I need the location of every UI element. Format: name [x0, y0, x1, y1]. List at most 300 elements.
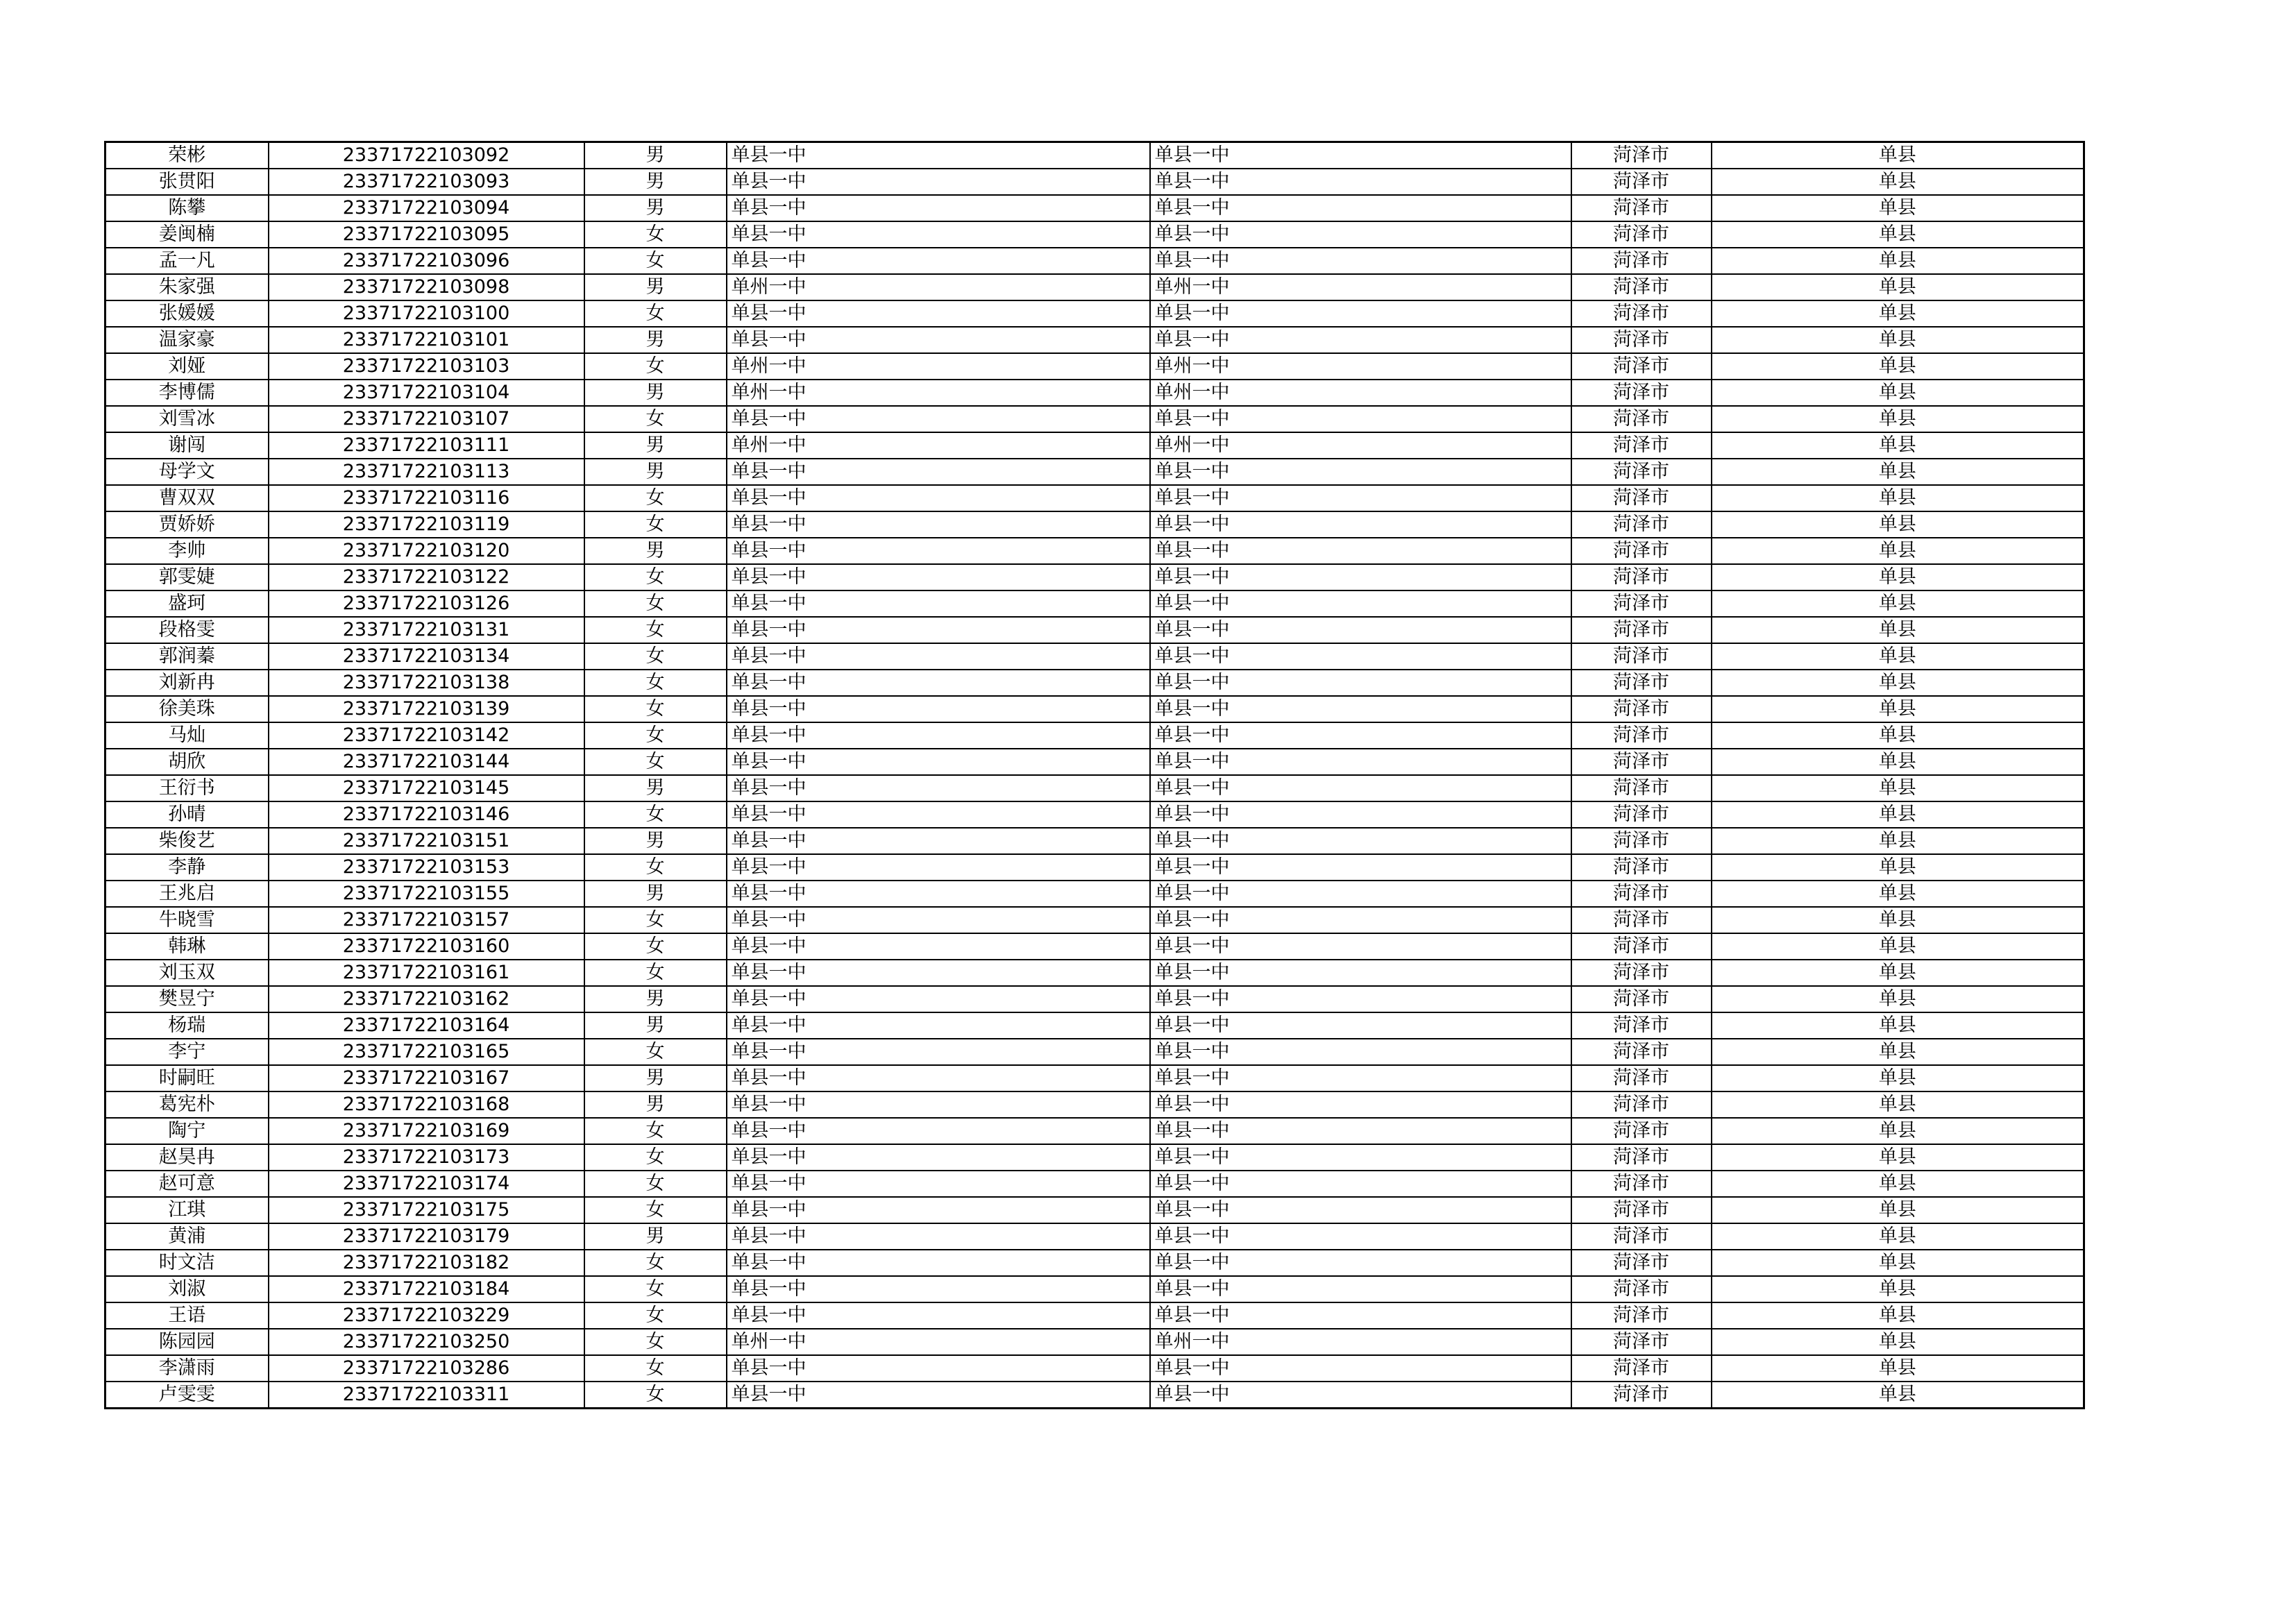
county-cell: 单县 — [1712, 933, 2084, 960]
exam-id-cell: 23371722103094 — [269, 195, 584, 221]
school-alt-cell: 单县一中 — [1150, 1012, 1571, 1039]
exam-id-cell: 23371722103182 — [269, 1250, 584, 1276]
exam-id-cell: 23371722103250 — [269, 1329, 584, 1355]
school-alt-cell: 单县一中 — [1150, 1302, 1571, 1329]
city-cell: 菏泽市 — [1571, 248, 1712, 274]
school-cell: 单县一中 — [727, 1118, 1150, 1144]
school-alt-cell: 单县一中 — [1150, 590, 1571, 617]
table-row — [105, 300, 2084, 327]
city-cell: 菏泽市 — [1571, 1302, 1712, 1329]
school-alt-cell: 单县一中 — [1150, 1171, 1571, 1197]
county-cell: 单县 — [1712, 432, 2084, 459]
city-cell: 菏泽市 — [1571, 828, 1712, 854]
table-row — [105, 801, 2084, 828]
gender-cell: 男 — [584, 538, 727, 564]
county-cell: 单县 — [1712, 327, 2084, 353]
roster-table-body — [105, 142, 2084, 1409]
table-row — [105, 828, 2084, 854]
city-cell: 菏泽市 — [1571, 327, 1712, 353]
gender-cell: 女 — [584, 221, 727, 248]
school-alt-cell: 单县一中 — [1150, 986, 1571, 1012]
exam-id-cell: 23371722103145 — [269, 775, 584, 801]
county-cell: 单县 — [1712, 986, 2084, 1012]
school-cell: 单县一中 — [727, 986, 1150, 1012]
student-name-cell: 柴俊艺 — [105, 828, 269, 854]
county-cell: 单县 — [1712, 1039, 2084, 1065]
exam-id-cell: 23371722103096 — [269, 248, 584, 274]
exam-id-cell: 23371722103184 — [269, 1276, 584, 1302]
school-alt-cell: 单县一中 — [1150, 1065, 1571, 1091]
gender-cell: 男 — [584, 432, 727, 459]
county-cell: 单县 — [1712, 854, 2084, 881]
gender-cell: 女 — [584, 300, 727, 327]
exam-id-cell: 23371722103138 — [269, 670, 584, 696]
city-cell: 菏泽市 — [1571, 195, 1712, 221]
table-row — [105, 538, 2084, 564]
gender-cell: 女 — [584, 1382, 727, 1409]
school-alt-cell: 单县一中 — [1150, 1091, 1571, 1118]
school-alt-cell: 单县一中 — [1150, 960, 1571, 986]
county-cell: 单县 — [1712, 1144, 2084, 1171]
school-cell: 单县一中 — [727, 801, 1150, 828]
school-alt-cell: 单县一中 — [1150, 327, 1571, 353]
school-alt-cell: 单县一中 — [1150, 617, 1571, 643]
exam-id-cell: 23371722103119 — [269, 511, 584, 538]
table-row — [105, 1118, 2084, 1144]
exam-id-cell: 23371722103160 — [269, 933, 584, 960]
school-alt-cell: 单县一中 — [1150, 300, 1571, 327]
school-cell: 单县一中 — [727, 564, 1150, 590]
school-alt-cell: 单县一中 — [1150, 881, 1571, 907]
exam-id-cell: 23371722103103 — [269, 353, 584, 380]
county-cell: 单县 — [1712, 590, 2084, 617]
school-cell: 单县一中 — [727, 1250, 1150, 1276]
school-cell: 单县一中 — [727, 775, 1150, 801]
county-cell: 单县 — [1712, 380, 2084, 406]
county-cell: 单县 — [1712, 907, 2084, 933]
school-cell: 单州一中 — [727, 380, 1150, 406]
student-name-cell: 姜闽楠 — [105, 221, 269, 248]
county-cell: 单县 — [1712, 1065, 2084, 1091]
county-cell: 单县 — [1712, 1223, 2084, 1250]
gender-cell: 男 — [584, 195, 727, 221]
county-cell: 单县 — [1712, 828, 2084, 854]
school-alt-cell: 单县一中 — [1150, 749, 1571, 775]
city-cell: 菏泽市 — [1571, 432, 1712, 459]
table-row — [105, 775, 2084, 801]
exam-id-cell: 23371722103098 — [269, 274, 584, 300]
table-row — [105, 617, 2084, 643]
student-name-cell: 李博儒 — [105, 380, 269, 406]
school-cell: 单县一中 — [727, 485, 1150, 511]
gender-cell: 女 — [584, 590, 727, 617]
exam-id-cell: 23371722103107 — [269, 406, 584, 432]
school-cell: 单州一中 — [727, 353, 1150, 380]
student-name-cell: 马灿 — [105, 722, 269, 749]
school-alt-cell: 单县一中 — [1150, 775, 1571, 801]
city-cell: 菏泽市 — [1571, 617, 1712, 643]
gender-cell: 男 — [584, 1223, 727, 1250]
table-row — [105, 169, 2084, 195]
gender-cell: 女 — [584, 749, 727, 775]
school-cell: 单县一中 — [727, 1223, 1150, 1250]
exam-id-cell: 23371722103144 — [269, 749, 584, 775]
table-row — [105, 327, 2084, 353]
school-cell: 单县一中 — [727, 511, 1150, 538]
school-alt-cell: 单县一中 — [1150, 670, 1571, 696]
exam-id-cell: 23371722103111 — [269, 432, 584, 459]
city-cell: 菏泽市 — [1571, 749, 1712, 775]
county-cell: 单县 — [1712, 248, 2084, 274]
county-cell: 单县 — [1712, 1329, 2084, 1355]
gender-cell: 女 — [584, 907, 727, 933]
city-cell: 菏泽市 — [1571, 590, 1712, 617]
school-cell: 单县一中 — [727, 907, 1150, 933]
table-row — [105, 380, 2084, 406]
city-cell: 菏泽市 — [1571, 1355, 1712, 1382]
county-cell: 单县 — [1712, 696, 2084, 722]
school-alt-cell: 单县一中 — [1150, 1223, 1571, 1250]
county-cell: 单县 — [1712, 564, 2084, 590]
city-cell: 菏泽市 — [1571, 459, 1712, 485]
gender-cell: 女 — [584, 1171, 727, 1197]
school-cell: 单县一中 — [727, 960, 1150, 986]
student-name-cell: 贾娇娇 — [105, 511, 269, 538]
gender-cell: 男 — [584, 380, 727, 406]
table-row — [105, 1276, 2084, 1302]
student-name-cell: 赵昊冉 — [105, 1144, 269, 1171]
city-cell: 菏泽市 — [1571, 300, 1712, 327]
county-cell: 单县 — [1712, 1382, 2084, 1409]
county-cell: 单县 — [1712, 643, 2084, 670]
school-alt-cell: 单县一中 — [1150, 511, 1571, 538]
student-name-cell: 母学文 — [105, 459, 269, 485]
school-alt-cell: 单县一中 — [1150, 907, 1571, 933]
gender-cell: 女 — [584, 696, 727, 722]
school-cell: 单县一中 — [727, 1171, 1150, 1197]
county-cell: 单县 — [1712, 722, 2084, 749]
city-cell: 菏泽市 — [1571, 960, 1712, 986]
gender-cell: 女 — [584, 1197, 727, 1223]
student-name-cell: 牛晓雪 — [105, 907, 269, 933]
city-cell: 菏泽市 — [1571, 169, 1712, 195]
student-name-cell: 李潇雨 — [105, 1355, 269, 1382]
city-cell: 菏泽市 — [1571, 406, 1712, 432]
school-cell: 单县一中 — [727, 1091, 1150, 1118]
school-cell: 单县一中 — [727, 722, 1150, 749]
county-cell: 单县 — [1712, 221, 2084, 248]
school-cell: 单县一中 — [727, 1144, 1150, 1171]
exam-id-cell: 23371722103126 — [269, 590, 584, 617]
gender-cell: 女 — [584, 564, 727, 590]
table-row — [105, 353, 2084, 380]
student-name-cell: 王语 — [105, 1302, 269, 1329]
school-alt-cell: 单县一中 — [1150, 1250, 1571, 1276]
school-alt-cell: 单县一中 — [1150, 643, 1571, 670]
student-name-cell: 段格雯 — [105, 617, 269, 643]
exam-id-cell: 23371722103167 — [269, 1065, 584, 1091]
student-name-cell: 葛宪朴 — [105, 1091, 269, 1118]
student-name-cell: 张贯阳 — [105, 169, 269, 195]
school-alt-cell: 单县一中 — [1150, 142, 1571, 169]
county-cell: 单县 — [1712, 1197, 2084, 1223]
table-row — [105, 960, 2084, 986]
county-cell: 单县 — [1712, 881, 2084, 907]
school-alt-cell: 单县一中 — [1150, 1382, 1571, 1409]
school-cell: 单州一中 — [727, 432, 1150, 459]
exam-id-cell: 23371722103095 — [269, 221, 584, 248]
city-cell: 菏泽市 — [1571, 511, 1712, 538]
exam-id-cell: 23371722103100 — [269, 300, 584, 327]
gender-cell: 女 — [584, 248, 727, 274]
school-cell: 单县一中 — [727, 696, 1150, 722]
school-alt-cell: 单县一中 — [1150, 195, 1571, 221]
student-name-cell: 黄浦 — [105, 1223, 269, 1250]
school-alt-cell: 单县一中 — [1150, 459, 1571, 485]
gender-cell: 女 — [584, 406, 727, 432]
student-name-cell: 卢雯雯 — [105, 1382, 269, 1409]
table-row — [105, 564, 2084, 590]
school-cell: 单县一中 — [727, 854, 1150, 881]
gender-cell: 女 — [584, 1118, 727, 1144]
school-cell: 单县一中 — [727, 406, 1150, 432]
school-alt-cell: 单县一中 — [1150, 854, 1571, 881]
school-alt-cell: 单县一中 — [1150, 221, 1571, 248]
table-row — [105, 195, 2084, 221]
table-row — [105, 1039, 2084, 1065]
student-name-cell: 时嗣旺 — [105, 1065, 269, 1091]
county-cell: 单县 — [1712, 1171, 2084, 1197]
exam-id-cell: 23371722103169 — [269, 1118, 584, 1144]
school-cell: 单县一中 — [727, 538, 1150, 564]
table-row — [105, 1144, 2084, 1171]
school-cell: 单县一中 — [727, 749, 1150, 775]
school-cell: 单县一中 — [727, 248, 1150, 274]
school-cell: 单县一中 — [727, 1197, 1150, 1223]
exam-id-cell: 23371722103161 — [269, 960, 584, 986]
gender-cell: 女 — [584, 933, 727, 960]
city-cell: 菏泽市 — [1571, 1065, 1712, 1091]
student-name-cell: 胡欣 — [105, 749, 269, 775]
gender-cell: 男 — [584, 1065, 727, 1091]
gender-cell: 女 — [584, 1144, 727, 1171]
gender-cell: 女 — [584, 511, 727, 538]
exam-id-cell: 23371722103142 — [269, 722, 584, 749]
county-cell: 单县 — [1712, 1091, 2084, 1118]
exam-id-cell: 23371722103174 — [269, 1171, 584, 1197]
student-name-cell: 刘玉双 — [105, 960, 269, 986]
city-cell: 菏泽市 — [1571, 1039, 1712, 1065]
student-name-cell: 杨瑞 — [105, 1012, 269, 1039]
table-row — [105, 722, 2084, 749]
school-cell: 单县一中 — [727, 643, 1150, 670]
city-cell: 菏泽市 — [1571, 1091, 1712, 1118]
table-row — [105, 1171, 2084, 1197]
student-name-cell: 曹双双 — [105, 485, 269, 511]
city-cell: 菏泽市 — [1571, 485, 1712, 511]
county-cell: 单县 — [1712, 960, 2084, 986]
school-alt-cell: 单县一中 — [1150, 1355, 1571, 1382]
exam-id-cell: 23371722103134 — [269, 643, 584, 670]
city-cell: 菏泽市 — [1571, 1197, 1712, 1223]
school-cell: 单县一中 — [727, 327, 1150, 353]
school-cell: 单州一中 — [727, 1329, 1150, 1355]
exam-id-cell: 23371722103173 — [269, 1144, 584, 1171]
exam-id-cell: 23371722103104 — [269, 380, 584, 406]
school-alt-cell: 单县一中 — [1150, 406, 1571, 432]
school-alt-cell: 单县一中 — [1150, 828, 1571, 854]
city-cell: 菏泽市 — [1571, 670, 1712, 696]
county-cell: 单县 — [1712, 169, 2084, 195]
gender-cell: 女 — [584, 1329, 727, 1355]
gender-cell: 男 — [584, 828, 727, 854]
gender-cell: 女 — [584, 1276, 727, 1302]
county-cell: 单县 — [1712, 1118, 2084, 1144]
table-row — [105, 1302, 2084, 1329]
gender-cell: 男 — [584, 142, 727, 169]
county-cell: 单县 — [1712, 459, 2084, 485]
table-row — [105, 1012, 2084, 1039]
school-alt-cell: 单县一中 — [1150, 169, 1571, 195]
county-cell: 单县 — [1712, 195, 2084, 221]
school-alt-cell: 单县一中 — [1150, 564, 1571, 590]
student-name-cell: 陈园园 — [105, 1329, 269, 1355]
table-row — [105, 1250, 2084, 1276]
exam-id-cell: 23371722103164 — [269, 1012, 584, 1039]
exam-id-cell: 23371722103131 — [269, 617, 584, 643]
table-row — [105, 670, 2084, 696]
table-row — [105, 854, 2084, 881]
gender-cell: 女 — [584, 722, 727, 749]
school-alt-cell: 单县一中 — [1150, 722, 1571, 749]
county-cell: 单县 — [1712, 142, 2084, 169]
gender-cell: 女 — [584, 960, 727, 986]
city-cell: 菏泽市 — [1571, 907, 1712, 933]
school-cell: 单县一中 — [727, 300, 1150, 327]
school-alt-cell: 单州一中 — [1150, 274, 1571, 300]
school-alt-cell: 单州一中 — [1150, 353, 1571, 380]
county-cell: 单县 — [1712, 406, 2084, 432]
student-name-cell: 荣彬 — [105, 142, 269, 169]
county-cell: 单县 — [1712, 1012, 2084, 1039]
school-alt-cell: 单县一中 — [1150, 1144, 1571, 1171]
gender-cell: 女 — [584, 617, 727, 643]
table-row — [105, 881, 2084, 907]
gender-cell: 女 — [584, 801, 727, 828]
student-name-cell: 陈攀 — [105, 195, 269, 221]
school-cell: 单县一中 — [727, 1276, 1150, 1302]
student-name-cell: 张媛媛 — [105, 300, 269, 327]
school-alt-cell: 单县一中 — [1150, 801, 1571, 828]
exam-id-cell: 23371722103113 — [269, 459, 584, 485]
school-cell: 单县一中 — [727, 590, 1150, 617]
city-cell: 菏泽市 — [1571, 142, 1712, 169]
school-cell: 单县一中 — [727, 933, 1150, 960]
exam-id-cell: 23371722103175 — [269, 1197, 584, 1223]
table-row — [105, 221, 2084, 248]
gender-cell: 女 — [584, 643, 727, 670]
exam-id-cell: 23371722103092 — [269, 142, 584, 169]
gender-cell: 男 — [584, 459, 727, 485]
gender-cell: 男 — [584, 986, 727, 1012]
exam-id-cell: 23371722103151 — [269, 828, 584, 854]
exam-id-cell: 23371722103157 — [269, 907, 584, 933]
table-row — [105, 1065, 2084, 1091]
exam-id-cell: 23371722103168 — [269, 1091, 584, 1118]
gender-cell: 男 — [584, 274, 727, 300]
student-name-cell: 盛珂 — [105, 590, 269, 617]
gender-cell: 男 — [584, 327, 727, 353]
table-row — [105, 142, 2084, 169]
exam-id-cell: 23371722103286 — [269, 1355, 584, 1382]
city-cell: 菏泽市 — [1571, 933, 1712, 960]
table-row — [105, 1329, 2084, 1355]
city-cell: 菏泽市 — [1571, 1144, 1712, 1171]
gender-cell: 男 — [584, 775, 727, 801]
county-cell: 单县 — [1712, 775, 2084, 801]
table-row — [105, 248, 2084, 274]
school-cell: 单县一中 — [727, 1012, 1150, 1039]
school-cell: 单县一中 — [727, 459, 1150, 485]
student-name-cell: 赵可意 — [105, 1171, 269, 1197]
table-row — [105, 933, 2084, 960]
school-alt-cell: 单县一中 — [1150, 538, 1571, 564]
city-cell: 菏泽市 — [1571, 221, 1712, 248]
city-cell: 菏泽市 — [1571, 564, 1712, 590]
student-name-cell: 朱家强 — [105, 274, 269, 300]
exam-id-cell: 23371722103139 — [269, 696, 584, 722]
roster-table — [104, 141, 2085, 1409]
city-cell: 菏泽市 — [1571, 1382, 1712, 1409]
exam-id-cell: 23371722103146 — [269, 801, 584, 828]
county-cell: 单县 — [1712, 1355, 2084, 1382]
gender-cell: 男 — [584, 1091, 727, 1118]
student-name-cell: 时文洁 — [105, 1250, 269, 1276]
table-row — [105, 274, 2084, 300]
city-cell: 菏泽市 — [1571, 801, 1712, 828]
table-row — [105, 1223, 2084, 1250]
exam-id-cell: 23371722103153 — [269, 854, 584, 881]
table-row — [105, 1091, 2084, 1118]
student-name-cell: 李静 — [105, 854, 269, 881]
school-cell: 单县一中 — [727, 828, 1150, 854]
school-alt-cell: 单州一中 — [1150, 1329, 1571, 1355]
table-row — [105, 696, 2084, 722]
student-name-cell: 李宁 — [105, 1039, 269, 1065]
school-cell: 单县一中 — [727, 670, 1150, 696]
student-name-cell: 谢闯 — [105, 432, 269, 459]
county-cell: 单县 — [1712, 485, 2084, 511]
student-name-cell: 徐美珠 — [105, 696, 269, 722]
school-alt-cell: 单县一中 — [1150, 696, 1571, 722]
school-cell: 单县一中 — [727, 881, 1150, 907]
city-cell: 菏泽市 — [1571, 380, 1712, 406]
student-name-cell: 陶宁 — [105, 1118, 269, 1144]
school-cell: 单县一中 — [727, 195, 1150, 221]
student-name-cell: 温家豪 — [105, 327, 269, 353]
school-cell: 单县一中 — [727, 617, 1150, 643]
table-row — [105, 643, 2084, 670]
county-cell: 单县 — [1712, 617, 2084, 643]
gender-cell: 女 — [584, 1355, 727, 1382]
gender-cell: 男 — [584, 881, 727, 907]
gender-cell: 女 — [584, 1302, 727, 1329]
school-alt-cell: 单县一中 — [1150, 248, 1571, 274]
school-alt-cell: 单县一中 — [1150, 1197, 1571, 1223]
county-cell: 单县 — [1712, 670, 2084, 696]
exam-id-cell: 23371722103122 — [269, 564, 584, 590]
city-cell: 菏泽市 — [1571, 1329, 1712, 1355]
